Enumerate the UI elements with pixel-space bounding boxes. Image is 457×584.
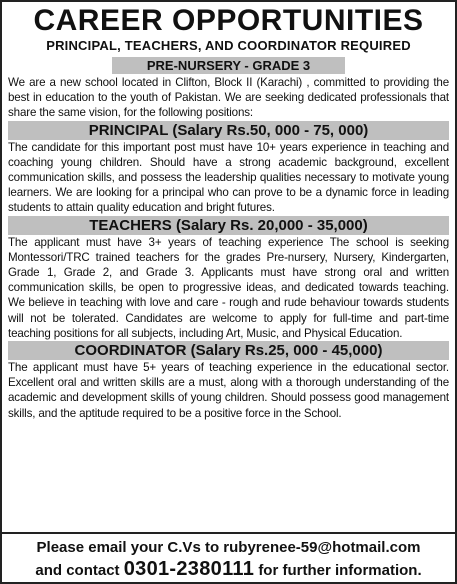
coordinator-paragraph: The applicant must have 5+ years of teaching experience in the educational sector. Excellent oral and written skills are a must, along with a thorough understanding of the academic and development skills of young children. Should possess good management skills, and the aptitude required to be a positive force in the School. <box>8 361 449 420</box>
ad-header <box>2 2 455 54</box>
principal-band: PRINCIPAL (Salary Rs.50, 000 - 75, 000) <box>8 121 449 140</box>
phone-prefix: and contact <box>35 562 120 579</box>
principal-paragraph: The candidate for this important post must have 10+ years experience in teaching and coaching young children. Should have a strong academic background, excellent communication skills, and possess the leadership qualities necessary to motivate young learners. We are looking for a principal who can prove to be a dynamic force in leading students to attain quality education and bright futures. <box>8 140 449 215</box>
ad-title: CAREER OPPORTUNITIES <box>33 4 424 37</box>
grade-range-band: PRE-NURSERY - GRADE 3 <box>112 57 345 74</box>
contact-footer <box>2 532 455 582</box>
email-line: Please email your C.Vs to rubyrenee-59@hotmail.com <box>36 539 421 556</box>
ad-subtitle: PRINCIPAL, TEACHERS, AND COORDINATOR REQUIRED <box>46 38 411 53</box>
phone-suffix: for further information. <box>258 562 422 579</box>
intro-paragraph: We are a new school located in Clifton, Block II (Karachi) , committed to providing the best in education to the youth of Pakistan. We are seeking dedicated professionals that share the same vision, for the following positions: <box>8 76 449 120</box>
teachers-paragraph: The applicant must have 3+ years of teaching experience The school is seeking Montessori/TRC trained teachers for the grades Pre-nursery, Nursery, Kindergarten, Grade 1, Grade 2, and Grade 3. Applicants must have strong oral and written communication skills, be open to progressive ideas, and dedicated towards teaching. We believe in teaching with love and care - rough and rude behaviour towards students will not be tolerated. Candidates are welcome to apply for full-time and part-time teaching positions for all subjects, including Art, Music, and Physical Education. <box>8 235 449 340</box>
phone-line <box>2 558 455 582</box>
phone-number: 0301-2380111 <box>123 558 255 580</box>
teachers-band: TEACHERS (Salary Rs. 20,000 - 35,000) <box>8 216 449 235</box>
coordinator-band: COORDINATOR (Salary Rs.25, 000 - 45,000) <box>8 341 449 360</box>
